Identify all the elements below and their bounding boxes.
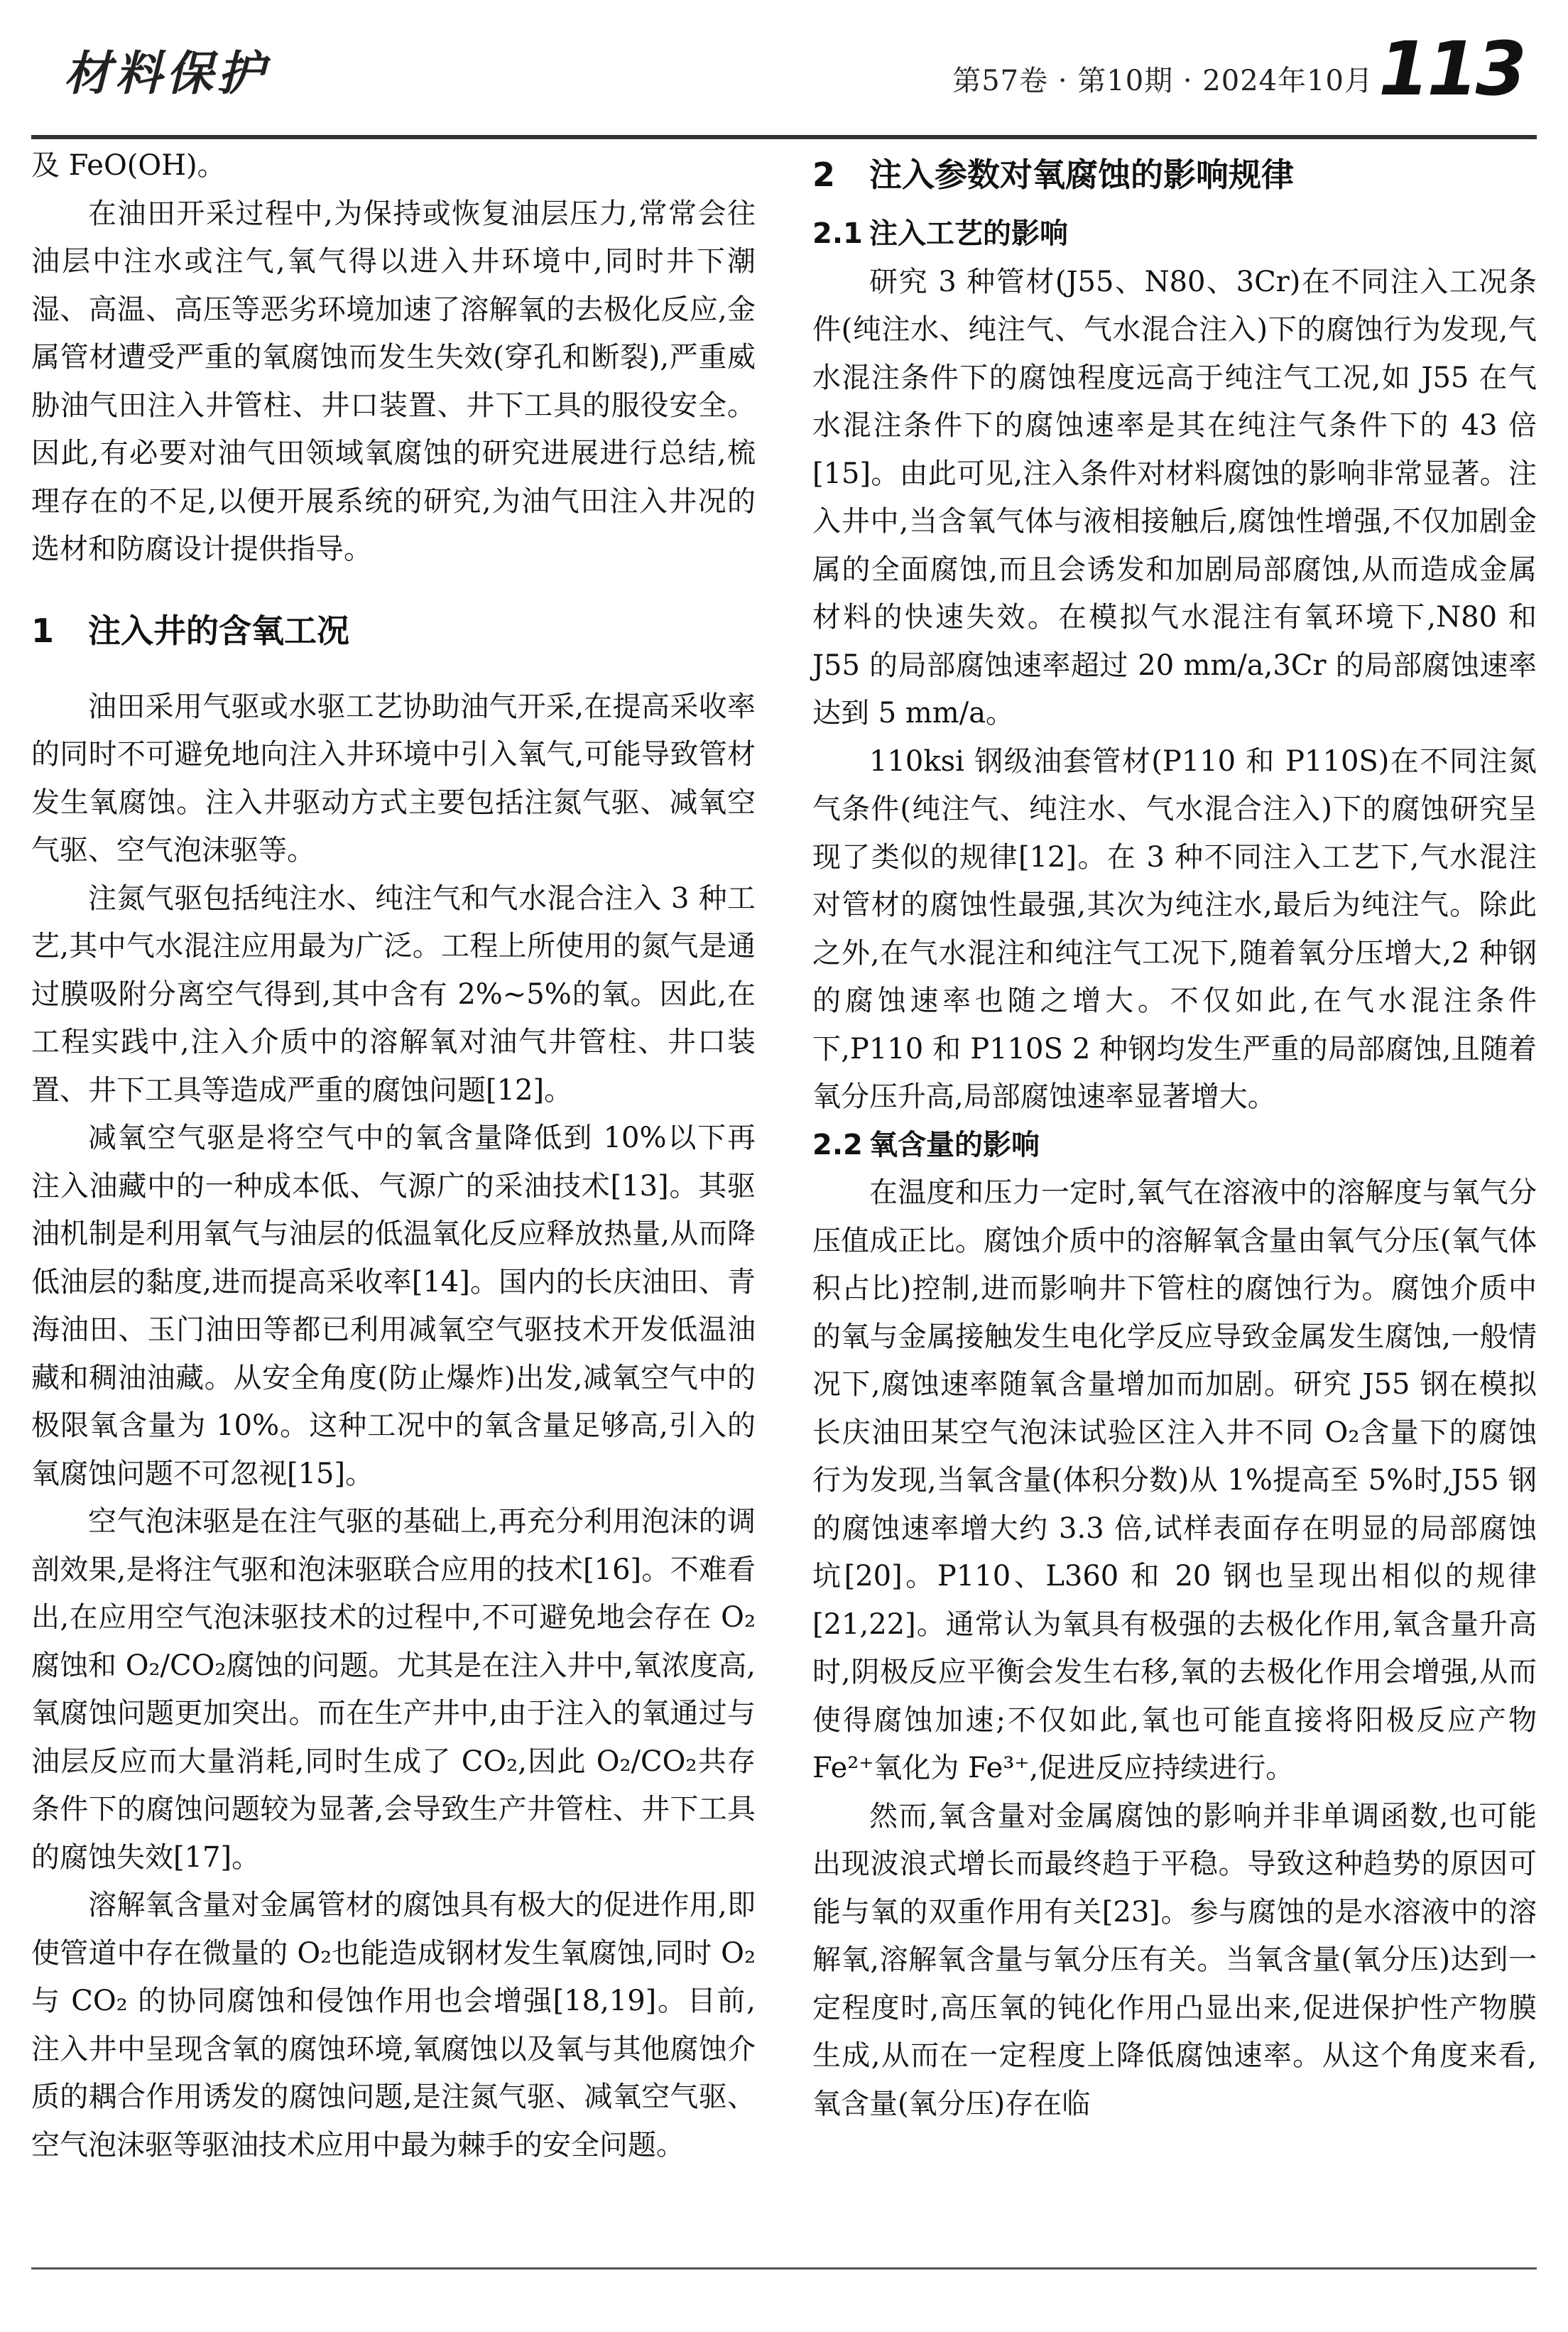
left-column [31,142,756,2169]
header-rule [31,135,1537,139]
section-2-number: 2 [812,156,836,194]
subsection-2-1-title: 注入工艺的影响 [869,217,1068,250]
paragraph-intro: 在油田开采过程中,为保持或恢复油层压力,常常会往油层中注水或注气,氧气得以进入井环境中,同时井下潮湿、高温、高压等恶劣环境加速了溶解氧的去极化反应,金属管材遭受严重的氧腐蚀而发生失效(穿孔和断裂),严重威胁油气田注入井管柱、井口装置、井下工具的服役安全。因此,有必要对油气田领域氧腐蚀的研究进展进行总结,梳理存在的不足,以便开展系统的研究,为油气田注入井况的选材和防腐设计提供指导。 [31,197,756,565]
subsection-2-2-number: 2.2 [812,1128,863,1161]
journal-logo: 材料保护 [64,46,268,101]
paragraph: 空气泡沫驱是在注气驱的基础上,再充分利用泡沫的调剖效果,是将注气驱和泡沫驱联合应用的技术[16]。不难看出,在应用空气泡沫驱技术的过程中,不可避免地会存在 O₂腐蚀和 O₂/CO₂腐蚀的问题。尤其是在注入井中,氧浓度高,氧腐蚀问题更加突出。而在生产井中,由于注入的氧通过与油层反应而大量消耗,同时生成了 CO₂,因此 O₂/CO₂共存条件下的腐蚀问题较为显著,会导致生产井管柱、井下工具的腐蚀失效[17]。 [31,1505,756,1874]
paragraph: 减氧空气驱是将空气中的氧含量降低到 10%以下再注入油藏中的一种成本低、气源广的采油技术[13]。其驱油机制是利用氧气与油层的低温氧化反应释放热量,从而降低油层的黏度,进而提高采收率[14]。国内的长庆油田、青海油田、玉门油田等都已利用减氧空气驱技术开发低温油藏和稠油油藏。从安全角度(防止爆炸)出发,减氧空气中的极限氧含量为 10%。这种工况中的氧含量足够高,引入的氧腐蚀问题不可忽视[15]。 [31,1122,756,1490]
page-number: 113 [1378,26,1524,112]
paragraph: 注氮气驱包括纯注水、纯注气和气水混合注入 3 种工艺,其中气水混注应用最为广泛。工程上所使用的氮气是通过膜吸附分离空气得到,其中含有 2%~5%的氧。因此,在工程实践中,注入介质中的溶解氧对油气井管柱、井口装置、井下工具等造成严重的腐蚀问题[12]。 [31,882,756,1107]
paragraph: 在温度和压力一定时,氧气在溶液中的溶解度与氧气分压值成正比。腐蚀介质中的溶解氧含量由氧气分压(氧气体积占比)控制,进而影响井下管柱的腐蚀行为。腐蚀介质中的氧与金属接触发生电化学反应导致金属发生腐蚀,一般情况下,腐蚀速率随氧含量增加而加剧。研究 J55 钢在模拟长庆油田某空气泡沫试验区注入井不同 O₂含量下的腐蚀行为发现,当氧含量(体积分数)从 1%提高至 5%时,J55 钢的腐蚀速率增大约 3.3 倍,试样表面存在明显的局部腐蚀坑[20]。P110、L360 和 20 钢也呈现出相似的规律[21,22]。通常认为氧具有极强的去极化作用,氧含量升高时,阴极反应平衡会发生右移,氧的去极化作用会增强,从而使得腐蚀加速;不仅如此,氧也可能直接将阳极反应产物 Fe²⁺氧化为 Fe³⁺,促进反应持续进行。 [812,1176,1537,1784]
section-2-heading [812,152,1537,197]
subsection-2-1-number: 2.1 [812,217,863,250]
page-header [31,21,1537,128]
subsection-2-2-title: 氧含量的影响 [869,1128,1040,1161]
paragraph: 然而,氧含量对金属腐蚀的影响并非单调函数,也可能出现波浪式增长而最终趋于平稳。导致这种趋势的原因可能与氧的双重作用有关[23]。参与腐蚀的是水溶液中的溶解氧,溶解氧含量与氧分压有关。当氧含量(氧分压)达到一定程度时,高压氧的钝化作用凸显出来,促进保护性产物膜生成,从而在一定程度上降低腐蚀速率。从这个角度来看,氧含量(氧分压)存在临 [812,1799,1537,2120]
paragraph: 溶解氧含量对金属管材的腐蚀具有极大的促进作用,即使管道中存在微量的 O₂也能造成钢材发生氧腐蚀,同时 O₂ 与 CO₂ 的协同腐蚀和侵蚀作用也会增强[18,19]。目前,注入井中呈现含氧的腐蚀环境,氧腐蚀以及氧与其他腐蚀介质的耦合作用诱发的腐蚀问题,是注氮气驱、减氧空气驱、空气泡沫驱等驱油技术应用中最为棘手的安全问题。 [31,1889,756,2162]
paragraph: 油田采用气驱或水驱工艺协助油气开采,在提高采收率的同时不可避免地向注入井环境中引入氧气,可能导致管材发生氧腐蚀。注入井驱动方式主要包括注氮气驱、减氧空气驱、空气泡沫驱等。 [31,690,756,867]
paragraph: 研究 3 种管材(J55、N80、3Cr)在不同注入工况条件(纯注水、纯注气、气水混合注入)下的腐蚀行为发现,气水混注条件下的腐蚀程度远高于纯注气工况,如 J55 在气水混注条件下的腐蚀速率是其在纯注气条件下的 43 倍[15]。由此可见,注入条件对材料腐蚀的影响非常显著。注入井中,当含氧气体与液相接触后,腐蚀性增强,不仅加剧金属的全面腐蚀,而且会诱发和加剧局部腐蚀,从而造成金属材料的快速失效。在模拟气水混注有氧环境下,N80 和 J55 的局部腐蚀速率超过 20 mm/a,3Cr 的局部腐蚀速率达到 5 mm/a。 [812,265,1537,730]
paragraph: 110ksi 钢级油套管材(P110 和 P110S)在不同注氮气条件(纯注气、纯注水、气水混合注入)下的腐蚀研究呈现了类似的规律[12]。在 3 种不同注入工艺下,气水混注对管材的腐蚀性最强,其次为纯注水,最后为纯注气。除此之外,在气水混注和纯注气工况下,随着氧分压增大,2 种钢的腐蚀速率也随之增大。不仅如此,在气水混注条件下,P110 和 P110S 2 种钢均发生严重的局部腐蚀,且随着氧分压升高,局部腐蚀速率显著增大。 [812,744,1537,1113]
footer-rule [31,2267,1537,2269]
section-2-title: 注入参数对氧腐蚀的影响规律 [869,156,1294,194]
right-column [812,142,1537,2128]
issue-info: 第57卷 · 第10期 · 2024年10月 [952,65,1373,97]
section-1-number: 1 [31,611,55,650]
section-1-heading [31,608,756,653]
paragraph-continued: 及 FeO(OH)。 [31,149,226,182]
subsection-2-1-heading [812,210,1537,259]
subsection-2-2-heading [812,1122,1537,1170]
section-1-title: 注入井的含氧工况 [88,611,349,650]
